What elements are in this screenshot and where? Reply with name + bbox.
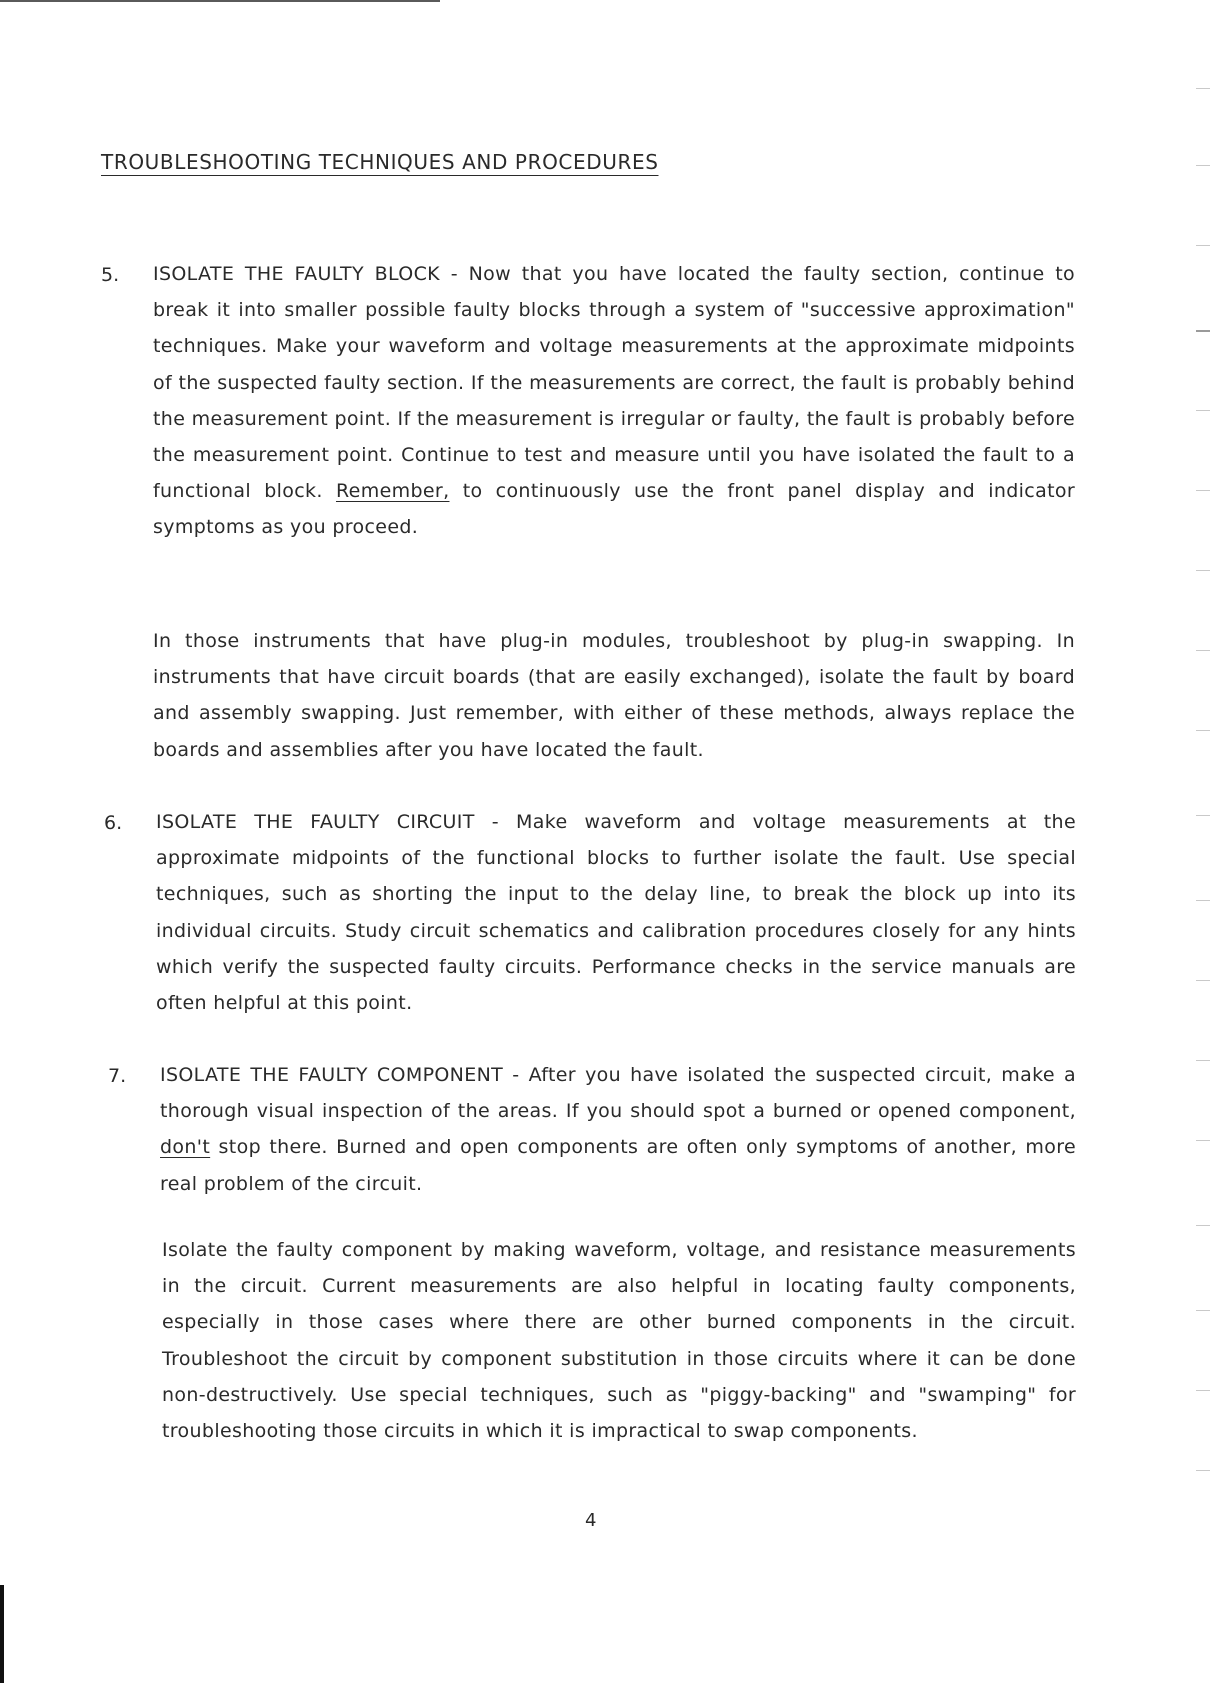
- margin-mark: [1196, 490, 1210, 491]
- margin-mark: [1196, 1060, 1210, 1061]
- item-paragraph: [160, 1057, 1076, 1202]
- margin-mark: [1196, 1140, 1210, 1141]
- margin-mark: [1196, 900, 1210, 901]
- margin-mark: [1196, 165, 1210, 166]
- item-tail-text: stop there. Burned and open components are often only symptoms of another, more real problem of the circuit.: [160, 1136, 1077, 1195]
- scan-left-edge: [0, 1585, 4, 1683]
- item-emphasis-text: Remember,: [335, 480, 450, 503]
- item-lead-text: ISOLATE THE FAULTY BLOCK - Now that you have located the faulty section, continue to break it into smaller possible faulty blocks through a system of "successive approximation" techniques. Make your waveform and voltage measurements at the approximate midpoints of the suspected faulty section. If the measurements are correct, the fault is probably behind the measurement point. If the measurement is irregular or faulty, the fault is probably before the measurement point. Continue to test and measure until you have isolated the fault to a functional block.: [153, 263, 1075, 503]
- item-number: 7.: [108, 1065, 127, 1087]
- page-heading: TROUBLESHOOTING TECHNIQUES AND PROCEDURES: [101, 150, 659, 174]
- margin-mark: [1196, 650, 1210, 651]
- margin-mark: [1196, 1225, 1210, 1226]
- item-number: 5.: [101, 264, 120, 286]
- margin-mark: [1196, 730, 1210, 731]
- margin-mark: [1196, 330, 1210, 332]
- margin-mark: [1196, 245, 1210, 246]
- item-lead-text: ISOLATE THE FAULTY COMPONENT - After you have isolated the suspected circuit, make a thorough visual inspection of the areas. If you should spot a burned or opened component,: [160, 1064, 1076, 1123]
- scan-top-rule: [0, 0, 440, 2]
- margin-mark: [1196, 1390, 1210, 1391]
- item-tail-text: to continuously use the front panel display and indicator symptoms as you proceed.: [153, 480, 1076, 539]
- margin-mark: [1196, 980, 1210, 981]
- margin-mark: [1196, 1310, 1210, 1311]
- item-emphasis-text: don't: [160, 1136, 211, 1159]
- margin-mark: [1196, 570, 1210, 571]
- item-number: 6.: [104, 812, 123, 834]
- margin-mark: [1196, 88, 1210, 89]
- margin-mark: [1196, 410, 1210, 411]
- item-followup-paragraph: Isolate the faulty component by making waveform, voltage, and resistance measurements in the circuit. Current measurements are also helpful in locating faulty components, especially in those cases where there are other burned components in the circuit. Troubleshoot the circuit by component substitution in those circuits where it can be done non-destructively. Use special techniques, such as "piggy-backing" and "swamping" for troubleshooting those circuits in which it is impractical to swap components.: [162, 1239, 1076, 1443]
- item-followup-paragraph: In those instruments that have plug-in modules, troubleshoot by plug-in swapping. In instruments that have circuit boards (that are easily exchanged), isolate the fault by board and assembly swapping. Just remember, with either of these methods, always replace the boards and assemblies after you have located the fault.: [153, 630, 1075, 761]
- margin-mark: [1196, 1470, 1210, 1471]
- page-number: 4: [585, 1510, 597, 1531]
- item-paragraph: [153, 256, 1075, 546]
- item-paragraph: ISOLATE THE FAULTY CIRCUIT - Make waveform and voltage measurements at the approximate midpoints of the functional blocks to further isolate the fault. Use special techniques, such as shorting the input to the delay line, to break the block up into its individual circuits. Study circuit schematics and calibration procedures closely for any hints which verify the suspected faulty circuits. Performance checks in the service manuals are often helpful at this point.: [156, 811, 1076, 1015]
- margin-mark: [1196, 815, 1210, 816]
